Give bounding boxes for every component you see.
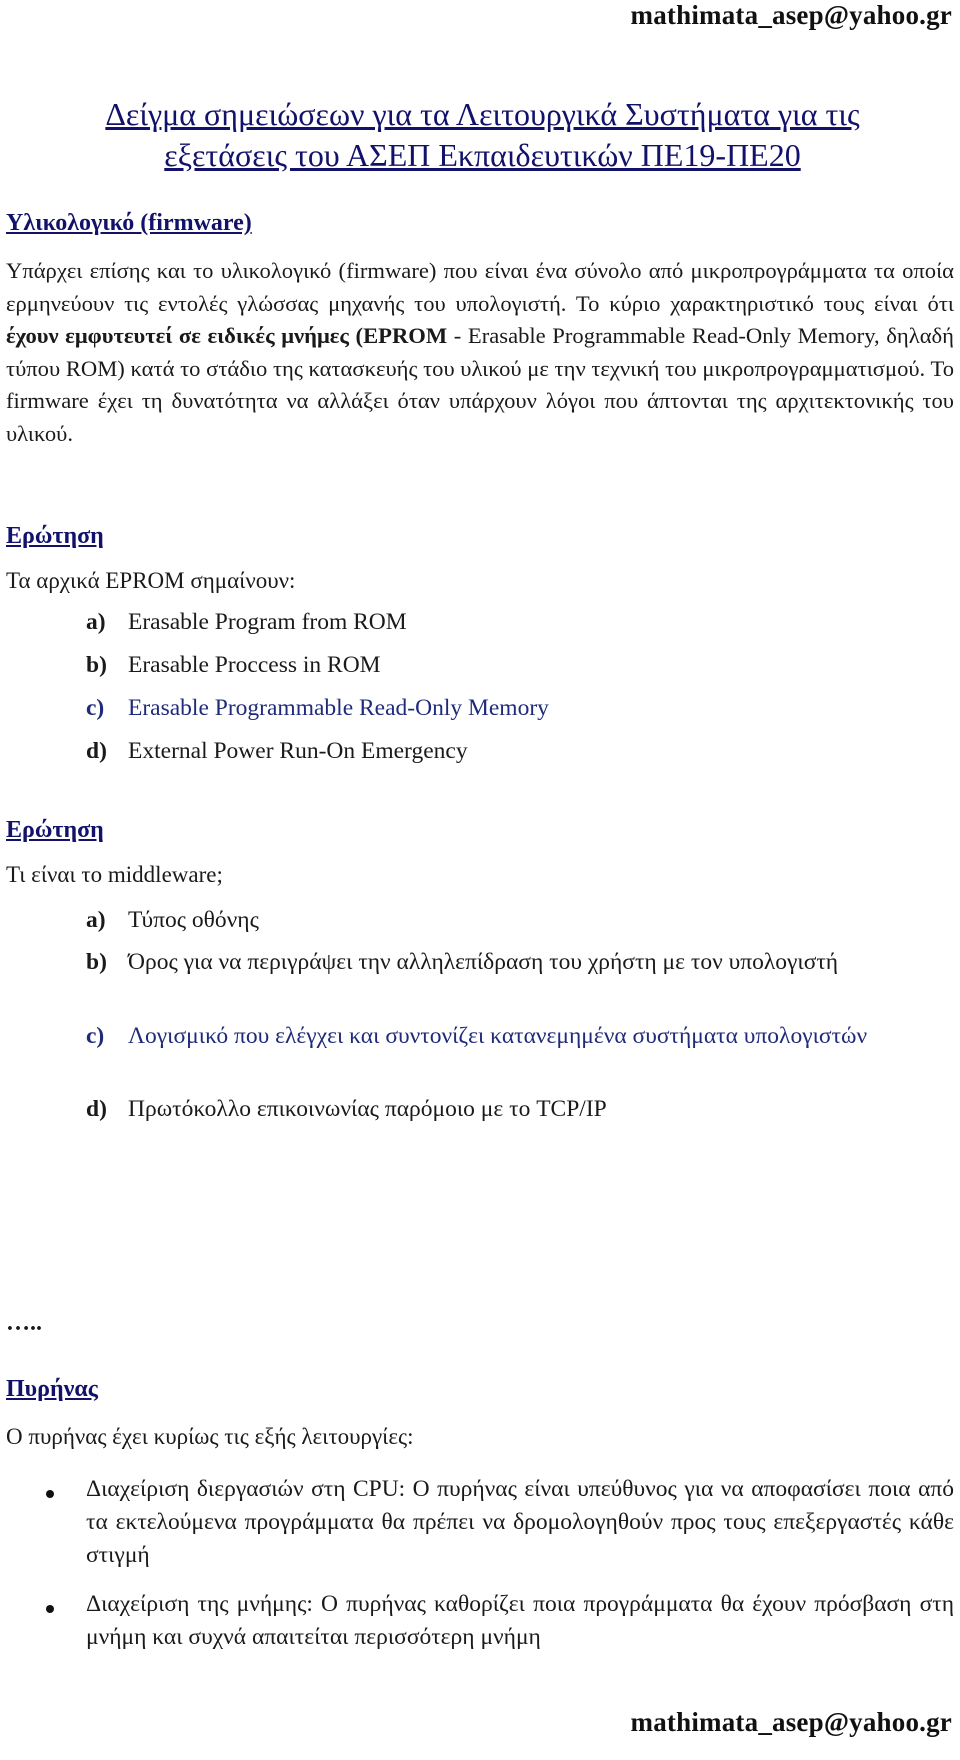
option-text: Erasable Proccess in ROM: [128, 652, 381, 678]
bullet-icon: [46, 1490, 54, 1498]
title-line-2: εξετάσεις του ΑΣΕΠ Εκπαιδευτικών ΠΕ19-ΠΕ20: [164, 137, 801, 173]
kernel-heading: Πυρήνας: [6, 1376, 98, 1402]
question-1-heading: Ερώτηση: [6, 523, 104, 549]
option-text: Πρωτόκολλο επικοινωνίας παρόμοιο με το TCP/IP: [128, 1096, 607, 1122]
question-2-heading: Ερώτηση: [6, 817, 104, 843]
kernel-intro: Ο πυρήνας έχει κυρίως τις εξής λειτουργίες:: [6, 1424, 414, 1449]
option-letter: b): [86, 949, 107, 975]
title-line-1: Δείγμα σημειώσεων για τα Λειτουργικά Συστήματα για τις: [105, 96, 860, 132]
option-letter: a): [86, 907, 106, 933]
question-1-option-a: [86, 606, 954, 639]
option-text: Erasable Programmable Read-Only Memory: [128, 695, 549, 721]
firmware-text-part-2: - Erasable Programmable Read-Only Memory, δηλαδή τύπου ROM) κατά το στάδιο της κατασκευής του υλικού με την τεχνική του μικροπρογραμματισμού. Το firmware έχει τη δυνατότητα να αλλάξει όταν υπάρχουν λόγοι που άπτονται της αρχιτεκτονικής του υλικού.: [6, 323, 954, 446]
question-2-option-a: [86, 904, 954, 937]
document-title: [20, 94, 945, 176]
header-email: mathimata_asep@yahoo.gr: [630, 0, 952, 30]
question-1-option-c: [86, 692, 954, 725]
firmware-heading: Υλικολογικό (firmware): [6, 210, 252, 236]
option-text: Τύπος οθόνης: [128, 907, 259, 933]
question-2-option-c: [86, 1020, 954, 1053]
firmware-bold-text: έχουν εμφυτευτεί σε ειδικές μνήμες (EPROM: [6, 323, 448, 348]
option-text: Λογισμικό που ελέγχει και συντονίζει κατανεμημένα συστήματα υπολογιστών: [128, 1023, 868, 1049]
option-letter: c): [86, 695, 105, 721]
question-1-option-b: [86, 649, 954, 682]
option-text: Όρος για να περιγράψει την αλληλεπίδραση του χρήστη με τον υπολογιστή: [128, 949, 839, 975]
question-1-prompt: Τα αρχικά EPROM σημαίνουν:: [6, 568, 296, 593]
ellipsis: …..: [6, 1310, 42, 1336]
bullet-icon: [46, 1605, 54, 1613]
question-2-option-d: [86, 1093, 954, 1126]
question-1-option-d: [86, 735, 954, 768]
question-2-prompt: Τι είναι το middleware;: [6, 862, 223, 887]
option-letter: a): [86, 609, 106, 635]
kernel-bullet-1: Διαχείριση διεργασιών στη CPU: Ο πυρήνας είναι υπεύθυνος για να αποφασίσει ποια από τα εκτελούμενα προγράμματα θα πρέπει να δρομολογηθούν προς τους επεξεργαστές κάθε στιγμή: [86, 1476, 954, 1568]
option-letter: d): [86, 1096, 107, 1122]
option-letter: d): [86, 738, 107, 764]
option-text: External Power Run-On Emergency: [128, 738, 468, 764]
footer-email: mathimata_asep@yahoo.gr: [630, 1707, 952, 1737]
question-2-option-b: [86, 946, 954, 979]
firmware-paragraph: [6, 255, 954, 450]
firmware-text-part-1: Υπάρχει επίσης και το υλικολογικό (firmware) που είναι ένα σύνολο από μικροπρογράμματα τα οποία ερμηνεύουν τις εντολές γλώσσας μηχανής του υπολογιστή. Το κύριο χαρακτηριστικό τους είναι ότι: [6, 258, 954, 316]
option-letter: c): [86, 1023, 105, 1049]
option-letter: b): [86, 652, 107, 678]
kernel-bullet-2: Διαχείριση της μνήμης: Ο πυρήνας καθορίζει ποια προγράμματα θα έχουν πρόσβαση στη μνήμη και συχνά απαιτείται περισσότερη μνήμη: [86, 1591, 954, 1650]
option-text: Erasable Program from ROM: [128, 609, 407, 635]
